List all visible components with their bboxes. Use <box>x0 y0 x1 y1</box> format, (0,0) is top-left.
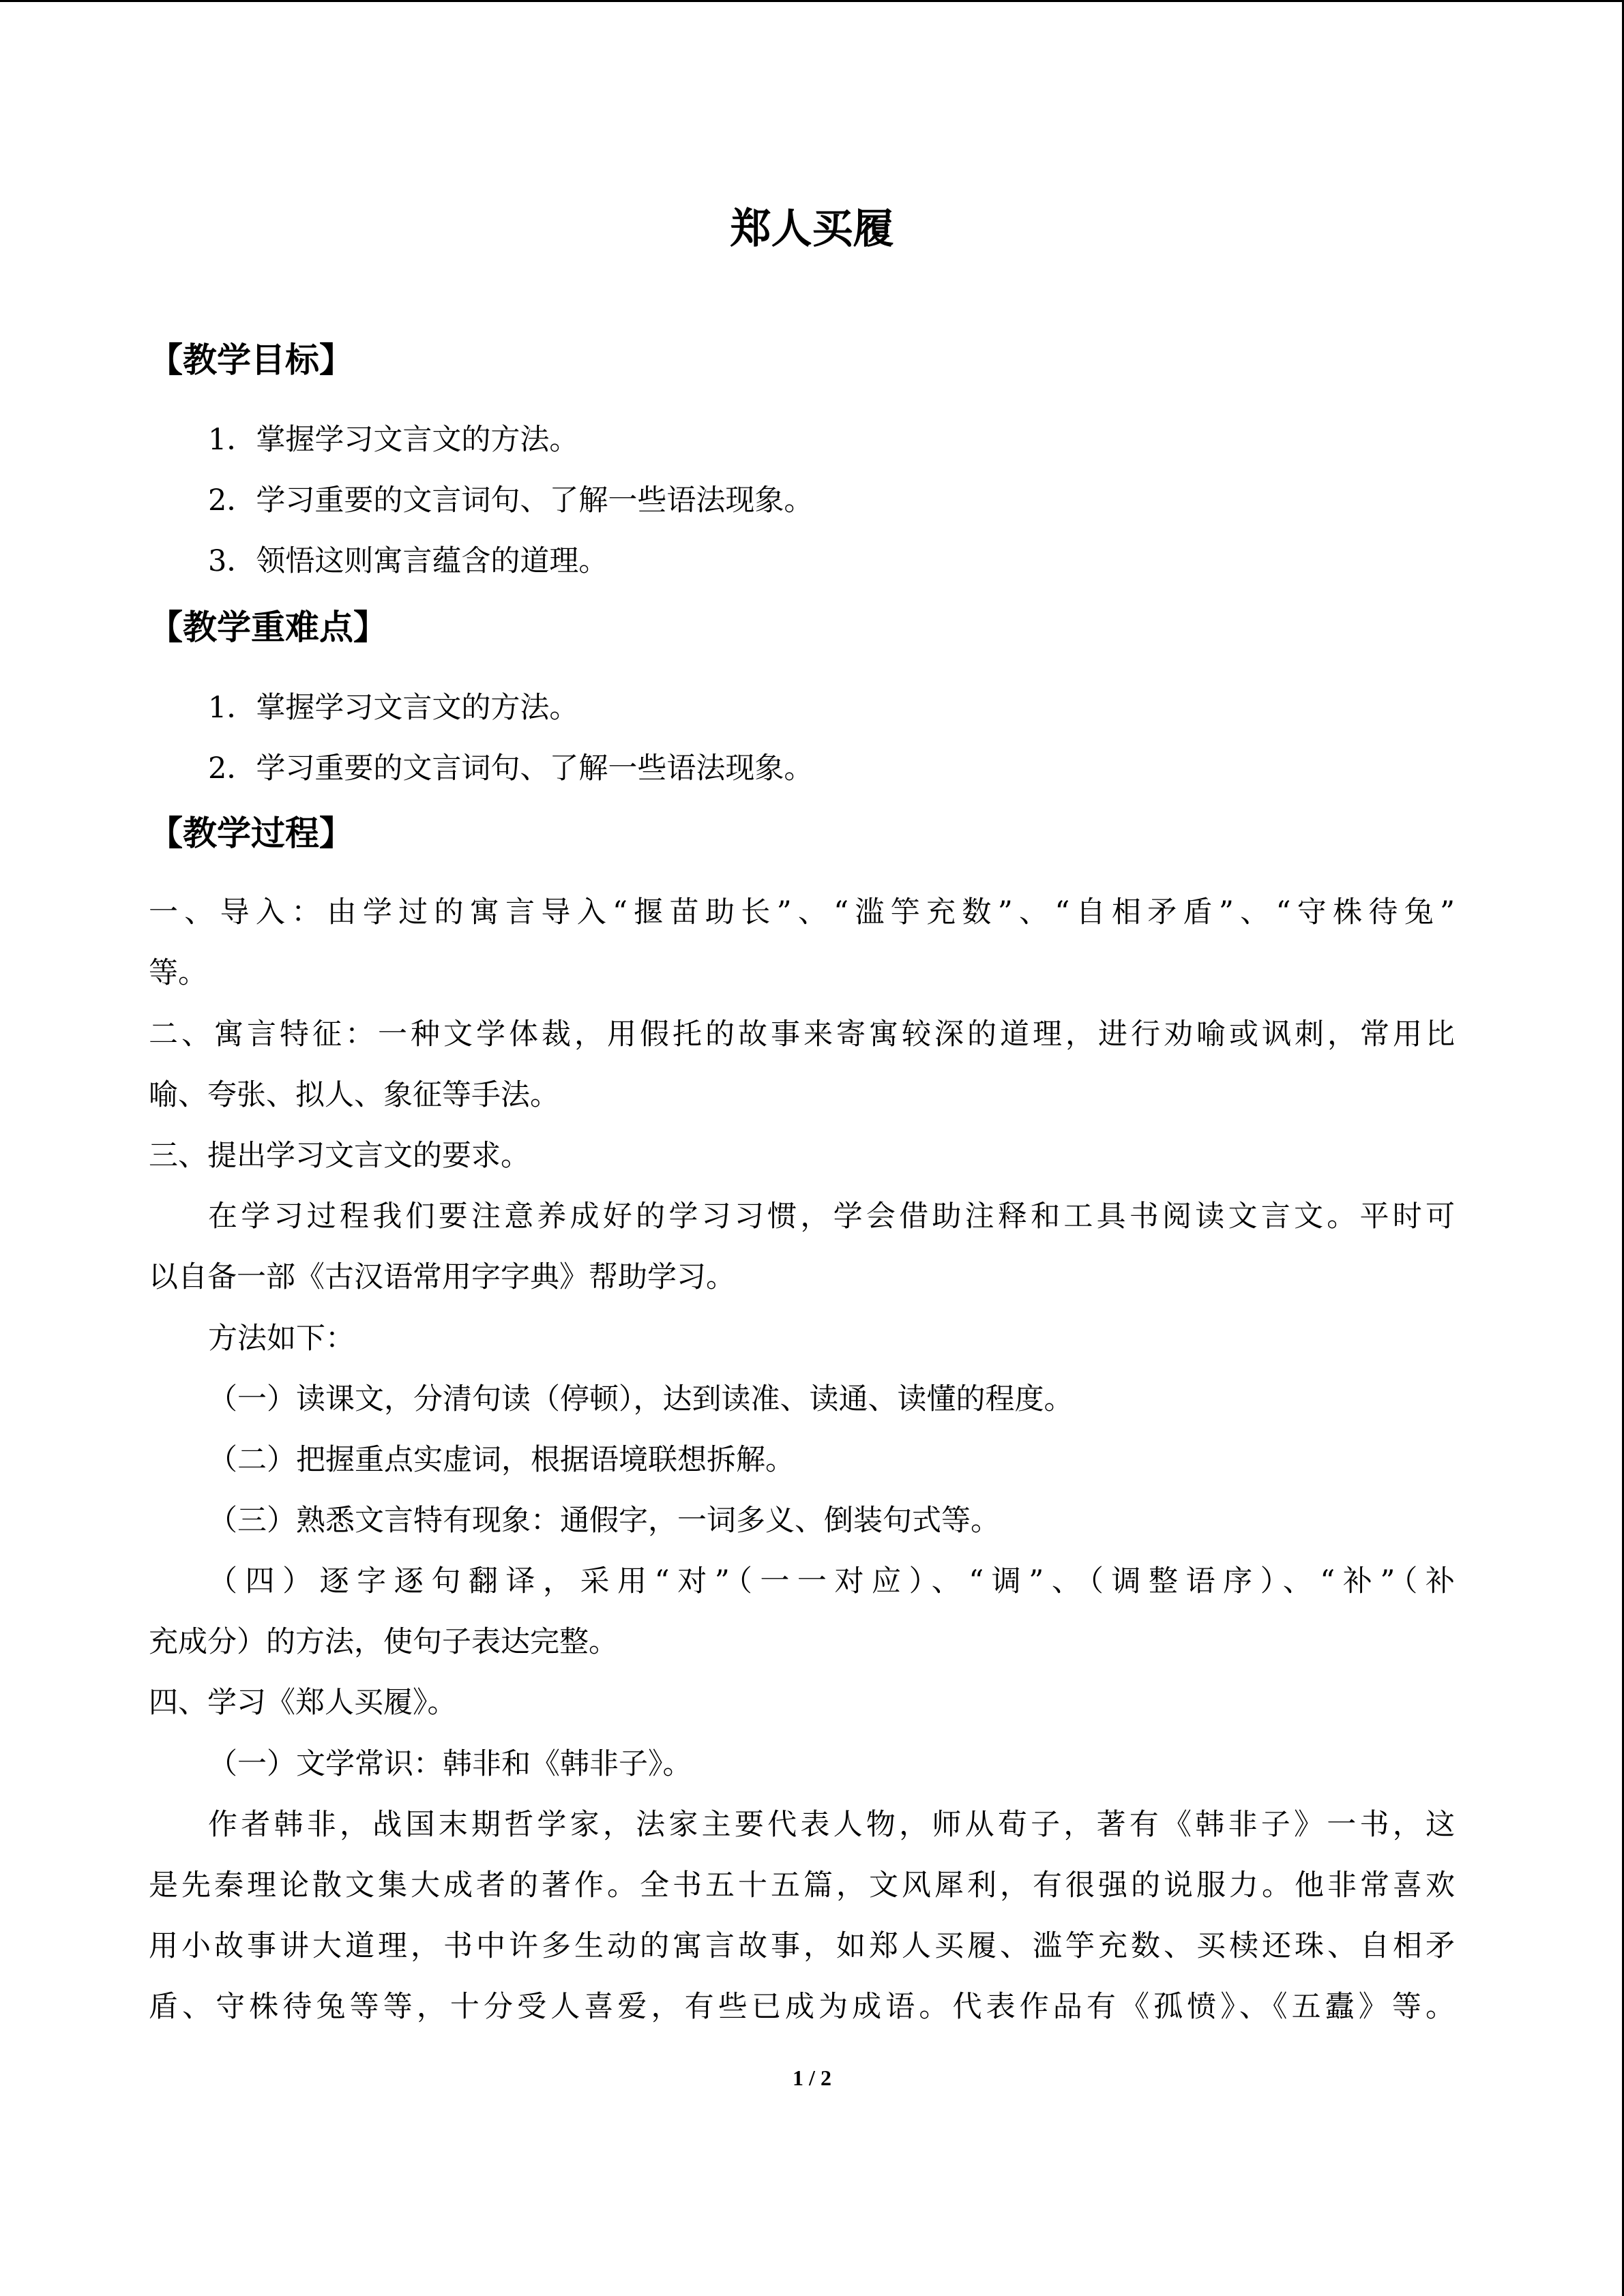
section-heading-key-points: 【教学重难点】 <box>149 607 387 647</box>
key-point-item: 2．学习重要的文言词句、了解一些语法现象。 <box>208 751 814 786</box>
document-title: 郑人买履 <box>730 205 894 253</box>
process-line: 作者韩非，战国末期哲学家，法家主要代表人物，师从荀子，著有《韩非子》一书，这 <box>208 1808 1455 1842</box>
process-line: （二）把握重点实虚词，根据语境联想拆解。 <box>208 1443 795 1477</box>
process-line: （四）逐字逐句翻译，采用“对”（一一对应）、“调”、（调整语序）、“补”（补 <box>208 1564 1455 1598</box>
process-line: 在学习过程我们要注意养成好的学习习惯，学会借助注释和工具书阅读文言文。平时可 <box>208 1199 1455 1234</box>
process-line: 四、学习《郑人买履》。 <box>149 1686 457 1720</box>
objective-item: 1．掌握学习文言文的方法。 <box>208 423 579 457</box>
page-number: 1 / 2 <box>793 2066 831 2090</box>
process-line: （三）熟悉文言特有现象：通假字，一词多义、倒装句式等。 <box>208 1504 1000 1538</box>
process-line: 一、导入：由学过的寓言导入“揠苗助长”、“滥竽充数”、“自相矛盾”、“守株待兔” <box>149 895 1455 929</box>
page-border-top <box>0 0 1624 2</box>
process-line: 用小故事讲大道理，书中许多生动的寓言故事，如郑人买履、滥竽充数、买椟还珠、自相矛 <box>149 1929 1455 1963</box>
section-heading-process: 【教学过程】 <box>149 813 353 853</box>
section-heading-objectives: 【教学目标】 <box>149 340 353 380</box>
process-line: 等。 <box>149 956 207 990</box>
process-line: 盾、守株待兔等等，十分受人喜爱，有些已成为成语。代表作品有《孤愤》、《五蠹》等。 <box>149 1990 1455 2024</box>
process-line: （一）文学常识：韩非和《韩非子》。 <box>208 1747 692 1781</box>
objective-item: 3．领悟这则寓言蕴含的道理。 <box>208 544 608 578</box>
process-line: （一）读课文，分清句读（停顿），达到读准、读通、读懂的程度。 <box>208 1382 1074 1416</box>
objective-item: 2．学习重要的文言词句、了解一些语法现象。 <box>208 483 814 518</box>
process-line: 以自备一部《古汉语常用字字典》帮助学习。 <box>149 1260 735 1294</box>
process-line: 二、寓言特征：一种文学体裁，用假托的故事来寄寓较深的道理，进行劝喻或讽刺，常用比 <box>149 1017 1455 1052</box>
process-line: 充成分）的方法，使句子表达完整。 <box>149 1625 618 1659</box>
process-line: 三、提出学习文言文的要求。 <box>149 1139 530 1173</box>
process-line: 方法如下： <box>208 1322 355 1356</box>
process-line: 是先秦理论散文集大成者的著作。全书五十五篇，文风犀利，有很强的说服力。他非常喜欢 <box>149 1868 1455 1903</box>
key-point-item: 1．掌握学习文言文的方法。 <box>208 691 579 725</box>
process-line: 喻、夸张、拟人、象征等手法。 <box>149 1078 559 1112</box>
